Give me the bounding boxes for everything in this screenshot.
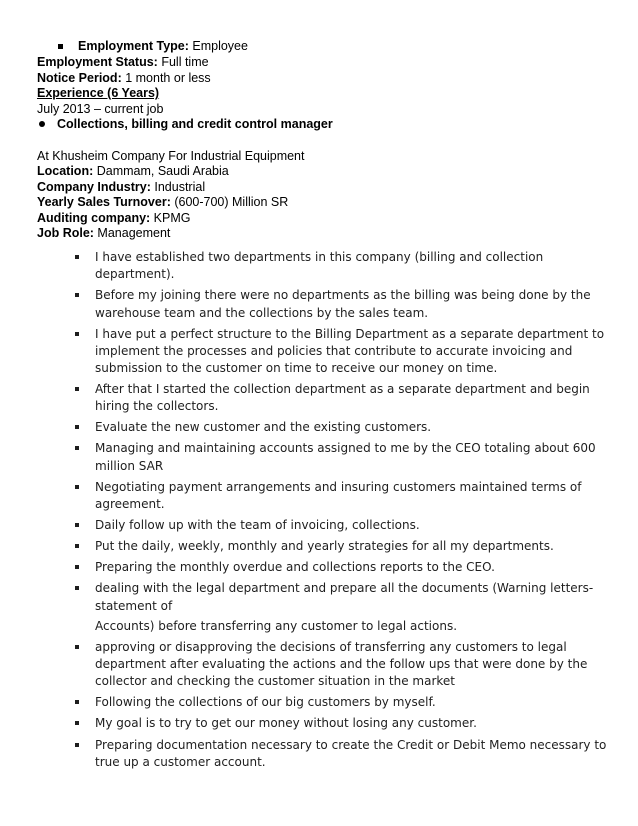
auditing-label: Auditing company: xyxy=(37,210,151,225)
duty-text: Before my joining there were no departments as the billing was being done by the warehouse team and the collections by the sales team. xyxy=(95,288,591,320)
square-bullet-icon xyxy=(75,586,79,590)
list-item xyxy=(75,381,615,415)
duty-continuation-text: Accounts) before transferring any customer to legal actions. xyxy=(95,618,458,633)
auditing-value: KPMG xyxy=(150,210,191,225)
duty-text: After that I started the collection department as a separate department and begin hiring the collectors. xyxy=(95,382,590,414)
square-bullet-icon xyxy=(75,523,79,527)
list-item xyxy=(75,517,615,534)
industry-label: Company Industry: xyxy=(37,179,151,194)
square-bullet-icon xyxy=(75,743,79,747)
turnover-line xyxy=(37,195,597,211)
location-label: Location: xyxy=(37,164,94,178)
duty-text: dealing with the legal department and prepare all the documents (Warning letters-statement of xyxy=(95,581,594,613)
duty-text: Put the daily, weekly, monthly and yearly strategies for all my departments. xyxy=(95,539,554,554)
square-bullet-icon xyxy=(75,332,79,336)
duty-text: Daily follow up with the team of invoicing, collections. xyxy=(95,518,420,533)
employment-status-value: Full time xyxy=(157,55,209,69)
employment-status-label: Employment Status: xyxy=(37,55,158,69)
list-item xyxy=(75,419,615,436)
duty-text: Following the collections of our big customers by myself. xyxy=(95,695,436,710)
duty-text: Preparing the monthly overdue and collections reports to the CEO. xyxy=(95,560,495,575)
company-name: At Khusheim Company For Industrial Equipment xyxy=(37,148,305,163)
location-line xyxy=(37,164,597,180)
job-title-item xyxy=(37,117,597,133)
job-role-label: Job Role: xyxy=(37,226,94,240)
employment-type-line xyxy=(78,39,248,55)
duty-text: Preparing documentation necessary to create the Credit or Debit Memo necessary to true up a customer account. xyxy=(95,737,607,769)
auditing-line xyxy=(37,211,597,227)
square-bullet-icon xyxy=(75,645,79,649)
duty-text: Managing and maintaining accounts assigned to me by the CEO totaling about 600 million SAR xyxy=(95,441,596,473)
round-bullet-icon xyxy=(39,121,45,127)
list-item xyxy=(75,287,615,321)
employment-type-value: Employee xyxy=(188,39,248,53)
industry-value: Industrial xyxy=(150,179,206,194)
square-bullet-icon xyxy=(75,293,79,297)
notice-period-line xyxy=(37,71,597,87)
duty-text: I have put a perfect structure to the Billing Department as a separate department to implement the processes and policies that contribute to accurate invoicing and submission to the customer on time to receive our money on time. xyxy=(95,326,605,375)
square-bullet-icon xyxy=(75,565,79,569)
duty-text: Evaluate the new customer and the existing customers. xyxy=(95,420,432,435)
list-item xyxy=(75,737,615,771)
square-bullet-icon xyxy=(75,387,79,391)
list-item xyxy=(75,440,615,474)
experience-heading: Experience (6 Years) xyxy=(37,86,160,100)
list-item xyxy=(75,715,615,732)
square-bullet-icon xyxy=(75,700,79,704)
list-item xyxy=(75,580,615,635)
list-item xyxy=(75,326,615,378)
notice-period-label: Notice Period: xyxy=(37,70,122,85)
duties-list xyxy=(75,249,615,775)
location-value: Dammam, Saudi Arabia xyxy=(93,164,229,178)
notice-period-value: 1 month or less xyxy=(121,70,211,85)
job-role-value: Management xyxy=(93,226,171,240)
duty-text: Negotiating payment arrangements and insuring customers maintained terms of agreement. xyxy=(95,479,582,511)
duty-text: approving or disapproving the decisions of transferring any customers to legal department after evaluating the actions and the follow ups that were done by the collector and checking the customer situation in the market xyxy=(95,639,588,689)
list-item xyxy=(75,249,615,283)
list-item xyxy=(75,639,615,691)
list-item xyxy=(75,559,615,576)
job-details xyxy=(37,55,597,242)
employment-type-label: Employment Type: xyxy=(78,39,189,53)
job-title: Collections, billing and credit control manager xyxy=(57,117,333,131)
square-bullet-icon xyxy=(75,255,79,259)
job-dates: July 2013 – current job xyxy=(37,101,164,116)
square-bullet-icon xyxy=(75,544,79,548)
square-bullet-icon xyxy=(75,425,79,429)
square-bullet-icon xyxy=(58,44,63,49)
square-bullet-icon xyxy=(75,721,79,725)
list-item xyxy=(75,479,615,513)
industry-line xyxy=(37,180,597,196)
employment-status-line xyxy=(37,55,597,71)
list-item xyxy=(75,694,615,711)
turnover-label: Yearly Sales Turnover: xyxy=(37,195,171,209)
square-bullet-icon xyxy=(75,485,79,489)
job-role-line xyxy=(37,226,597,242)
spacer xyxy=(37,133,597,149)
duty-text: My goal is to try to get our money without losing any customer. xyxy=(95,716,477,731)
duty-text: I have established two departments in this company (billing and collection department). xyxy=(95,250,544,282)
list-item xyxy=(75,538,615,555)
turnover-value: (600-700) Million SR xyxy=(170,195,289,209)
square-bullet-icon xyxy=(75,446,79,450)
